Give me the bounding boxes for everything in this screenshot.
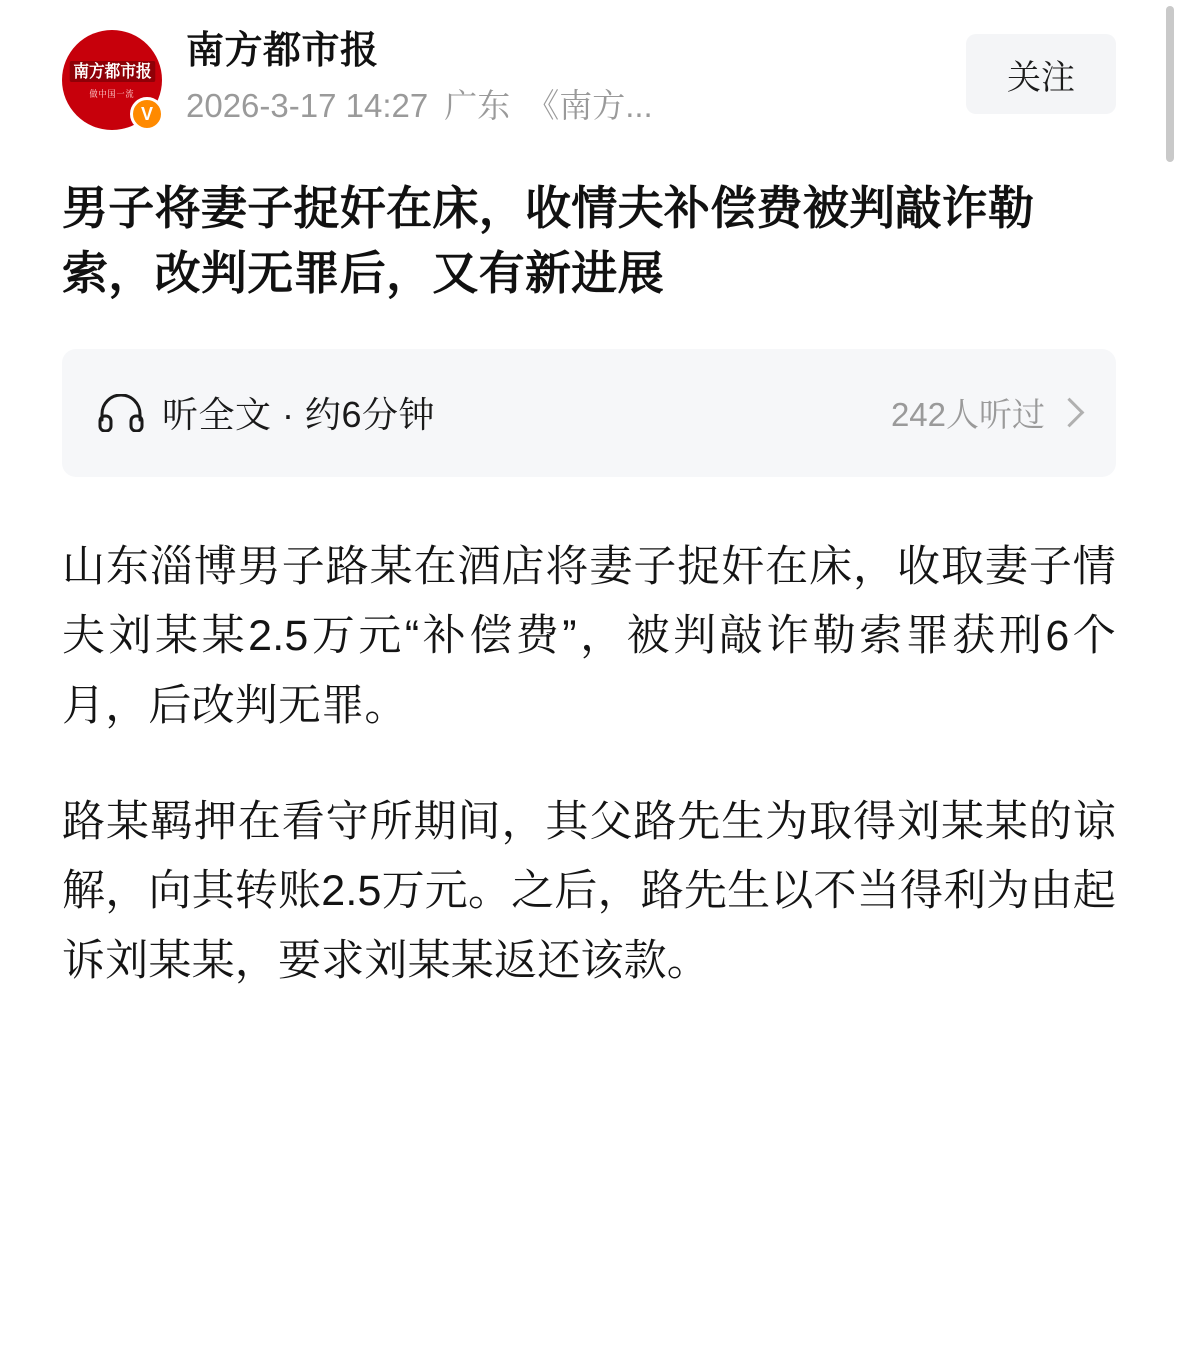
publish-timestamp: 2026-3-17 14:27 xyxy=(186,86,429,124)
chevron-right-icon xyxy=(1055,398,1085,428)
listened-count: 242人听过 xyxy=(890,396,1045,434)
headphone-icon xyxy=(98,394,144,432)
audio-bar-left xyxy=(98,387,435,438)
avatar[interactable] xyxy=(62,30,162,130)
publisher-name[interactable]: 南方都市报 xyxy=(186,30,379,72)
listen-full-text-bar[interactable] xyxy=(62,349,1116,477)
article-paragraph: 山东淄博男子路某在酒店将妻子捉奸在床，收取妻子情夫刘某某2.5万元“补偿费”，被判敲诈勒索罪获刑6个月，后改判无罪。 xyxy=(62,542,1116,730)
article-paragraph: 路某羁押在看守所期间，其父路先生为取得刘某某的谅解，向其转账2.5万元。之后，路先生以不当得利为由起诉刘某某，要求刘某某返还该款。 xyxy=(62,797,1116,985)
publish-location: 广东 xyxy=(444,86,511,124)
listen-label: 听全文 · 约6分钟 xyxy=(162,394,436,436)
verified-badge-icon: V xyxy=(130,97,164,131)
article-source: 《南方... xyxy=(526,86,653,124)
audio-bar-right xyxy=(891,389,1080,436)
article-header xyxy=(62,0,1116,124)
follow-button[interactable]: 关注 xyxy=(966,34,1116,114)
header-text-block xyxy=(186,30,954,125)
page-title: 男子将妻子捉奸在床，收情夫补偿费被判敲诈勒索，改判无罪后，又有新进展 xyxy=(62,182,1035,300)
avatar-logo-text: 南方都市报 xyxy=(69,61,155,82)
scrollbar-thumb[interactable] xyxy=(1166,6,1174,162)
scrollbar[interactable] xyxy=(1166,0,1174,1364)
article-body xyxy=(62,533,1116,997)
article-meta xyxy=(186,86,886,126)
avatar-logo-subtext: 做中国一流 xyxy=(89,88,135,99)
